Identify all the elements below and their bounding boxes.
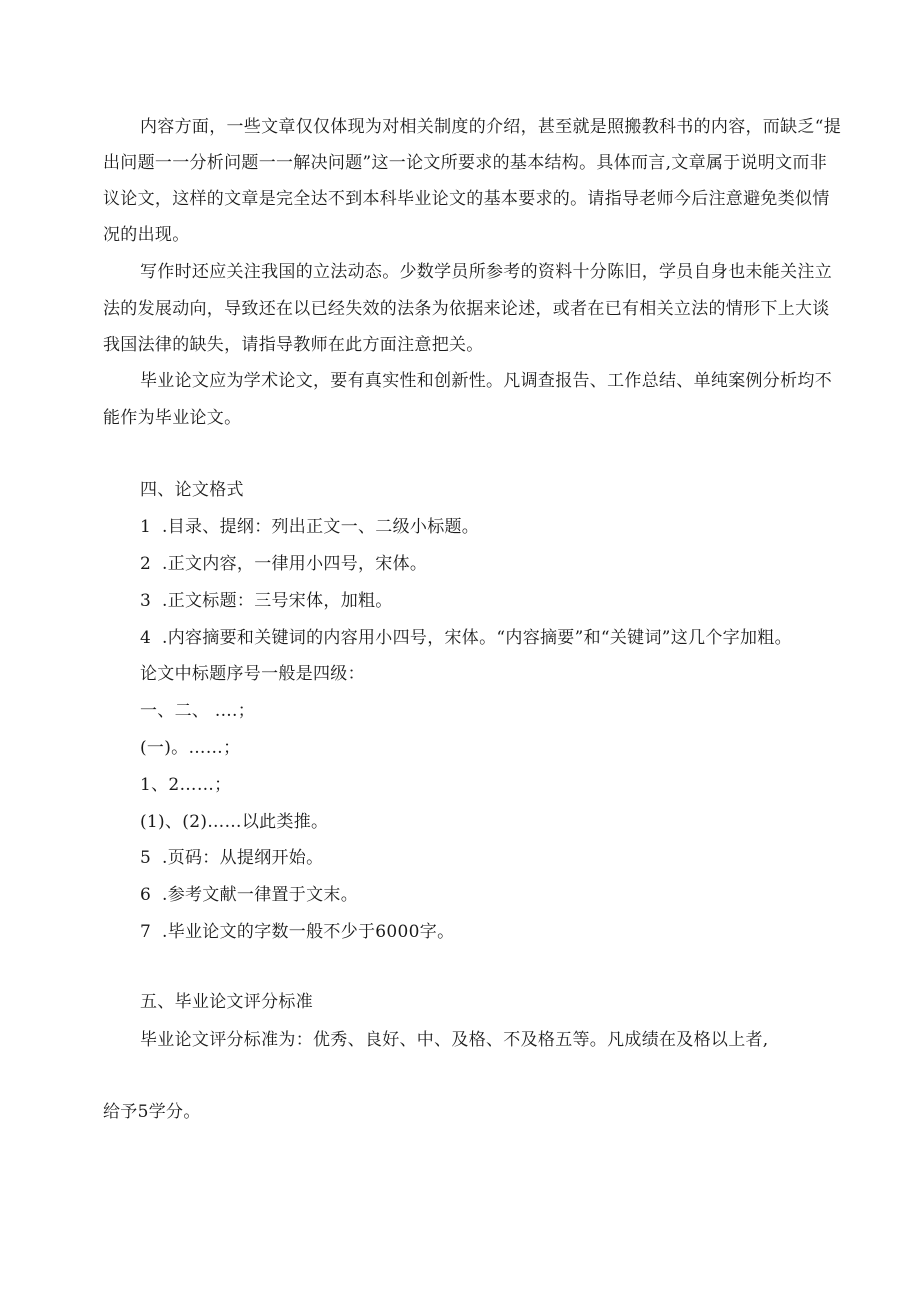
heading-level-4: (1)、(2)……以此类推。 bbox=[140, 812, 329, 832]
para1-line-3: 议论文，这样的文章是完全达不到本科毕业论文的基本要求的。请指导老师今后注意避免类似情 bbox=[103, 189, 830, 209]
format-item-text: .毕业论文的字数一般不少于6000字。 bbox=[162, 922, 455, 942]
para2-line-2: 法的发展动向，导致还在以已经失效的法条为依据来论述，或者在已有相关立法的情形下上大谈 bbox=[103, 299, 830, 319]
format-item-text: .参考文献一律置于文末。 bbox=[162, 885, 359, 905]
para2-line-3: 我国法律的缺失，请指导教师在此方面注意把关。 bbox=[103, 335, 484, 355]
heading-level-2: (一)。……； bbox=[140, 738, 241, 758]
heading-level-3: 1、2……； bbox=[140, 775, 232, 795]
format-item-3 bbox=[140, 591, 393, 611]
format-item-text: .页码：从提纲开始。 bbox=[162, 848, 324, 868]
format-item-7 bbox=[140, 922, 454, 942]
format-item-4 bbox=[140, 628, 792, 648]
format-item-number: 2 bbox=[140, 554, 152, 574]
format-item-number: 6 bbox=[140, 885, 152, 905]
heading-level-1: 一、二、 ....； bbox=[140, 701, 256, 721]
format-item-text: .正文标题：三号宋体，加粗。 bbox=[162, 591, 393, 611]
format-item-text: .内容摘要和关键词的内容用小四号，宋体。“内容摘要”和“关键词”这几个字加粗。 bbox=[162, 628, 792, 648]
format-item-number: 5 bbox=[140, 848, 152, 868]
para3-line-2: 能作为毕业论文。 bbox=[103, 408, 242, 428]
para1-line-4: 况的出现。 bbox=[103, 225, 190, 245]
format-item-5 bbox=[140, 848, 323, 868]
grading-standard-line-1: 毕业论文评分标准为：优秀、良好、中、及格、不及格五等。凡成绩在及格以上者, bbox=[140, 1030, 769, 1050]
heading-levels-intro: 论文中标题序号一般是四级： bbox=[140, 664, 365, 684]
format-item-2 bbox=[140, 554, 427, 574]
grading-standard-line-2: 给予5学分。 bbox=[103, 1102, 201, 1122]
format-item-number: 7 bbox=[140, 922, 152, 942]
format-item-1 bbox=[140, 517, 479, 537]
para3-line-1: 毕业论文应为学术论文，要有真实性和创新性。凡调查报告、工作总结、单纯案例分析均不 bbox=[140, 371, 832, 391]
section5-heading: 五、毕业论文评分标准 bbox=[140, 992, 313, 1012]
format-item-text: .目录、提纲：列出正文一、二级小标题。 bbox=[162, 517, 480, 537]
format-item-number: 1 bbox=[140, 517, 152, 537]
para2-line-1: 写作时还应关注我国的立法动态。少数学员所参考的资料十分陈旧，学员自身也未能关注立 bbox=[140, 262, 832, 282]
para1-line-1: 内容方面，一些文章仅仅体现为对相关制度的介绍，甚至就是照搬教科书的内容，而缺乏“提 bbox=[140, 117, 841, 137]
format-item-number: 3 bbox=[140, 591, 152, 611]
section4-heading: 四、论文格式 bbox=[140, 480, 244, 500]
format-item-number: 4 bbox=[140, 628, 152, 648]
para1-line-2: 出问题一一分析问题一一解决问题”这一论文所要求的基本结构。具体而言,文章属于说明文而非 bbox=[103, 153, 827, 173]
format-item-6 bbox=[140, 885, 358, 905]
format-item-text: .正文内容，一律用小四号，宋体。 bbox=[162, 554, 428, 574]
